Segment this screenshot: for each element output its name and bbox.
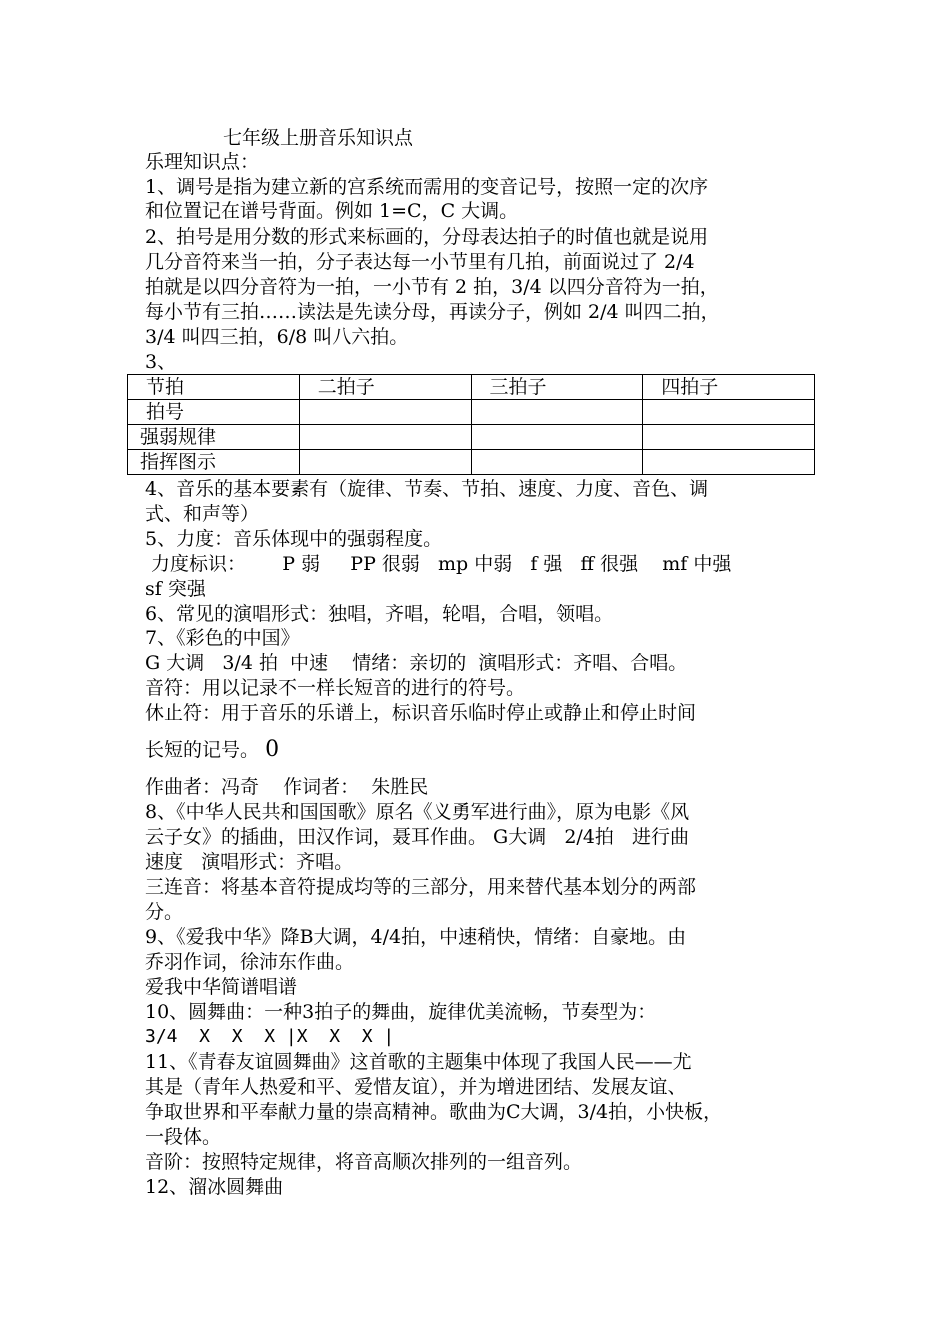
table-cell (299, 425, 471, 450)
text-line: 7、《彩色的中国》 (145, 627, 300, 649)
text-line: 1、调号是指为建立新的宫系统而需用的变音记号，按照一定的次序 (145, 176, 709, 198)
text-line: 6、常见的演唱形式：独唱，齐唱，轮唱，合唱，领唱。 (145, 603, 614, 625)
text-line: 几分音符来当一拍，分子表达每一小节里有几拍，前面说过了 2/4 (145, 251, 695, 273)
rhythm-pattern: 3/4 X X X |X X X | (145, 1026, 395, 1047)
text-line: sf 突强 (145, 578, 206, 600)
table-header-cell: 三拍子 (471, 375, 643, 400)
table-cell (643, 425, 815, 450)
table-cell (471, 450, 643, 475)
table-row (128, 450, 815, 475)
table-header-row (128, 375, 815, 400)
text-line: 式、和声等） (145, 503, 260, 525)
table-header-cell: 四拍子 (643, 375, 815, 400)
text-line: 11、《青春友谊圆舞曲》这首歌的主题集中体现了我国人民——尤 (145, 1051, 692, 1073)
text-line: 2、拍号是用分数的形式来标画的，分母表达拍子的时值也就是说用 (145, 226, 709, 248)
rest-sign-text: 长短的记号。 (145, 739, 260, 761)
table-cell: 拍号 (128, 400, 300, 425)
table-row (128, 400, 815, 425)
table-cell (299, 400, 471, 425)
text-line: 音符：用以记录不一样长短音的进行的符号。 (145, 677, 526, 699)
table-header-cell: 二拍子 (299, 375, 471, 400)
text-line: G 大调 3/4 拍 中速 情绪：亲切的 演唱形式：齐唱、合唱。 (145, 652, 688, 674)
text-line: 力度标识： P 弱 PP 很弱 mp 中弱 f 强 ff 很强 mf 中强 (145, 553, 732, 575)
text-line: 音阶：按照特定规律，将音高顺次排列的一组音列。 (145, 1151, 583, 1173)
text-line: 4、音乐的基本要素有（旋律、节奏、节拍、速度、力度、音色、调 (145, 478, 709, 500)
text-line: 休止符：用于音乐的乐谱上，标识音乐临时停止或静止和停止时间 (145, 702, 697, 724)
text-line: 一段体。 (145, 1126, 222, 1148)
text-line: 分。 (145, 901, 184, 923)
text-line: 作曲者：冯奇 作词者： 朱胜民 (145, 776, 429, 798)
table-row (128, 425, 815, 450)
text-line: 乐理知识点： (145, 151, 260, 173)
text-line: 12、溜冰圆舞曲 (145, 1176, 284, 1198)
document-title: 七年级上册音乐知识点 (223, 127, 414, 149)
text-line: 10、圆舞曲：一种3拍子的舞曲，旋律优美流畅，节奏型为： (145, 1001, 657, 1023)
rest-symbol: 0 (265, 737, 280, 762)
text-line: 5、力度：音乐体现中的强弱程度。 (145, 528, 443, 550)
text-line: 拍就是以四分音符为一拍，一小节有 2 拍，3/4 以四分音符为一拍， (145, 276, 719, 298)
text-line: 云子女》的插曲，田汉作词，聂耳作曲。 G大调 2/4拍 进行曲 (145, 826, 690, 848)
text-line: 争取世界和平奉献力量的崇高精神。歌曲为C大调，3/4拍，小快板， (145, 1101, 723, 1123)
text-line: 3、 (145, 351, 177, 373)
rest-sign-line (145, 738, 279, 762)
text-line: 速度 演唱形式：齐唱。 (145, 851, 354, 873)
text-line: 和位置记在谱号背面。例如 1=C，C 大调。 (145, 200, 519, 222)
text-line: 三连音：将基本音符提成均等的三部分，用来替代基本划分的两部 (145, 876, 697, 898)
table-cell (471, 400, 643, 425)
text-line: 乔羽作词，徐沛东作曲。 (145, 951, 355, 973)
text-line: 3/4 叫四三拍，6/8 叫八六拍。 (145, 326, 409, 348)
beat-table (127, 374, 815, 475)
table-cell (471, 425, 643, 450)
table-cell (643, 450, 815, 475)
table-cell (643, 400, 815, 425)
table-cell (299, 450, 471, 475)
text-line: 8、《中华人民共和国国歌》原名《义勇军进行曲》，原为电影《风 (145, 801, 690, 823)
table-cell: 指挥图示 (128, 450, 300, 475)
text-line: 9、《爱我中华》降B大调，4/4拍，中速稍快，情绪：自豪地。由 (145, 926, 687, 948)
text-line: 其是（青年人热爱和平、爱惜友谊），并为增进团结、发展友谊、 (145, 1076, 687, 1098)
table-header-cell: 节拍 (128, 375, 300, 400)
table-cell: 强弱规律 (128, 425, 300, 450)
text-line: 爱我中华简谱唱谱 (145, 976, 298, 998)
text-line: 每小节有三拍……读法是先读分母，再读分子，例如 2/4 叫四二拍， (145, 301, 720, 323)
